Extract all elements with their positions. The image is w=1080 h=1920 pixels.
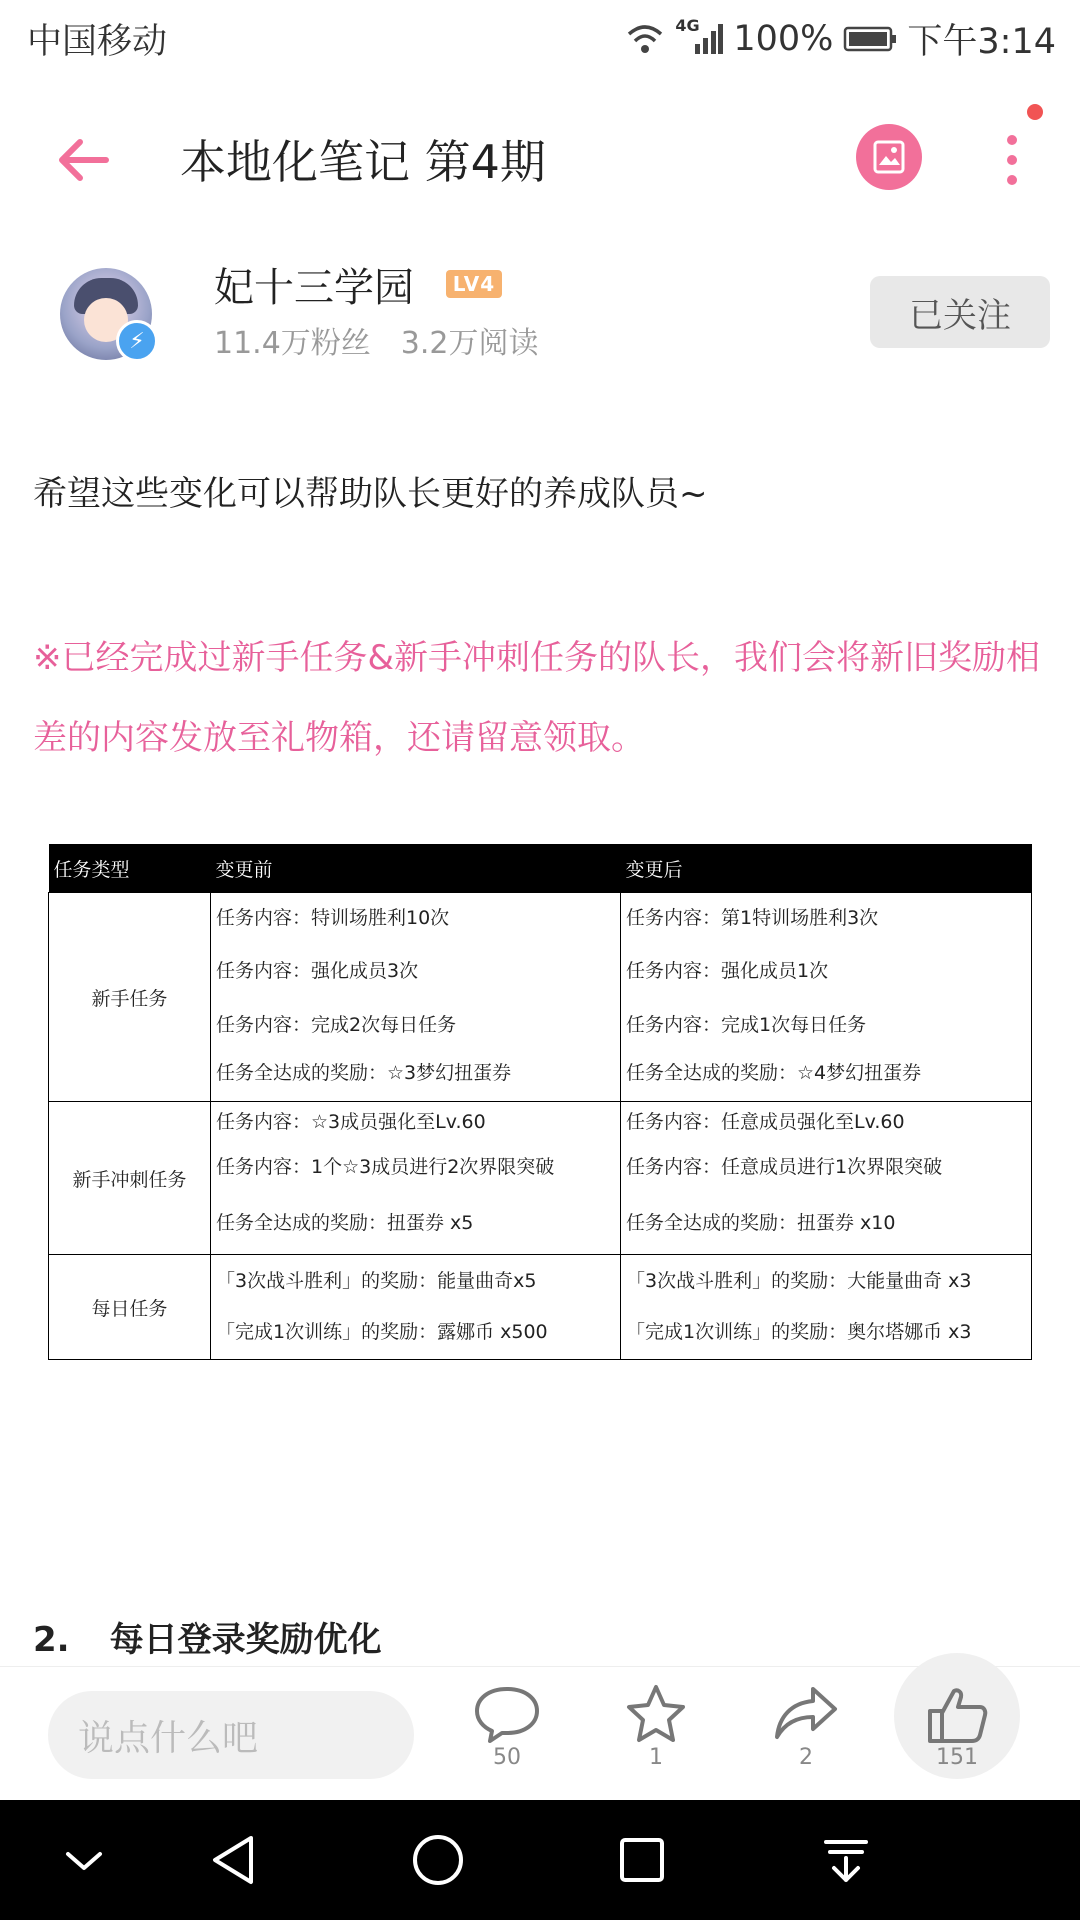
table-header: 变更后 <box>621 844 1032 893</box>
image-button[interactable] <box>856 124 922 190</box>
bottom-action-bar <box>0 1666 1080 1801</box>
system-nav-bar <box>0 1800 1080 1920</box>
author-name[interactable]: 妃十三学园 <box>214 265 414 311</box>
cell-line: 任务内容：强化成员1次 <box>626 960 829 982</box>
nav-down-icon[interactable] <box>54 1830 114 1890</box>
battery-icon <box>843 25 897 53</box>
star-icon <box>621 1683 691 1745</box>
cell-line: 任务内容：完成2次每日任务 <box>216 1014 457 1036</box>
fans-count: 11.4万粉丝 <box>214 326 371 361</box>
after-cell <box>621 893 1032 1102</box>
avatar[interactable] <box>60 268 152 360</box>
task-type-cell: 每日任务 <box>49 1255 211 1360</box>
before-cell <box>211 1255 621 1360</box>
before-cell <box>211 1102 621 1255</box>
reads-count: 3.2万阅读 <box>400 326 539 361</box>
section-title: 每日登录奖励优化 <box>109 1620 382 1660</box>
cell-line: 「3次战斗胜利」的奖励：大能量曲奇 x3 <box>626 1270 972 1292</box>
cell-line: 任务内容：任意成员强化至Lv.60 <box>626 1111 905 1133</box>
notification-dot <box>1027 104 1043 120</box>
thumbs-up-icon <box>922 1683 992 1745</box>
level-badge: LV4 <box>446 270 502 298</box>
table-header: 任务类型 <box>49 844 211 893</box>
table-row <box>49 1102 1032 1255</box>
before-cell <box>211 893 621 1102</box>
task-type-cell: 新手任务 <box>49 893 211 1102</box>
notice-paragraph: ※已经完成过新手任务&新手冲刺任务的队长，我们会将新旧奖励相差的内容发放至礼物箱，还请留意领取。 <box>33 638 1040 758</box>
favorites-count: 1 <box>649 1745 663 1770</box>
follow-button[interactable]: 已关注 <box>870 276 1050 348</box>
carrier-name: 中国移动 <box>27 22 168 62</box>
more-vertical-icon[interactable] <box>992 128 1032 192</box>
task-change-table <box>48 844 1032 1360</box>
likes-count: 151 <box>936 1745 978 1770</box>
section-heading <box>33 1612 382 1661</box>
status-bar <box>0 0 1080 76</box>
image-icon <box>871 139 907 175</box>
cell-line: 任务内容：特训场胜利10次 <box>216 907 450 929</box>
cell-line: 任务内容：1个☆3成员进行2次界限突破 <box>216 1156 555 1178</box>
title-bar <box>0 100 1080 212</box>
verified-badge-icon: ⚡ <box>116 320 158 362</box>
back-arrow-icon[interactable] <box>52 128 116 192</box>
section-number: 2. <box>33 1620 70 1660</box>
like-button[interactable] <box>907 1683 1007 1770</box>
cell-line: 任务全达成的奖励：☆4梦幻扭蛋券 <box>626 1062 922 1084</box>
favorite-button[interactable] <box>606 1683 706 1770</box>
table-row <box>49 893 1032 1102</box>
table-row <box>49 1255 1032 1360</box>
status-indicators <box>625 14 1056 64</box>
cell-line: 「完成1次训练」的奖励：奥尔塔娜币 x3 <box>626 1321 972 1343</box>
cell-line: 任务内容：第1特训场胜利3次 <box>626 907 879 929</box>
nav-recents-icon[interactable] <box>612 1830 672 1890</box>
comment-input[interactable]: 说点什么吧 <box>48 1691 414 1779</box>
network-type: 4G <box>675 16 700 35</box>
share-button[interactable] <box>756 1683 856 1770</box>
wifi-icon <box>625 22 665 56</box>
cell-line: 任务全达成的奖励：扭蛋券 x10 <box>626 1212 896 1234</box>
comments-count: 50 <box>493 1745 521 1770</box>
nav-notification-icon[interactable] <box>816 1830 876 1890</box>
comment-button[interactable] <box>457 1683 557 1770</box>
cell-line: 任务内容：强化成员3次 <box>216 960 419 982</box>
page-title: 本地化笔记 第4期 <box>180 135 546 189</box>
share-icon <box>771 1683 841 1745</box>
table-header-row <box>49 844 1032 893</box>
task-type-cell: 新手冲刺任务 <box>49 1102 211 1255</box>
after-cell <box>621 1102 1032 1255</box>
nav-home-icon[interactable] <box>408 1830 468 1890</box>
cell-line: 「3次战斗胜利」的奖励：能量曲奇x5 <box>216 1270 537 1292</box>
cell-line: 任务全达成的奖励：☆3梦幻扭蛋券 <box>216 1062 512 1084</box>
cell-line: 任务内容：完成1次每日任务 <box>626 1014 867 1036</box>
cell-line: 任务内容：☆3成员强化至Lv.60 <box>216 1111 486 1133</box>
table-header: 变更前 <box>211 844 621 893</box>
cell-line: 任务全达成的奖励：扭蛋券 x5 <box>216 1212 474 1234</box>
after-cell <box>621 1255 1032 1360</box>
intro-paragraph: 希望这些变化可以帮助队长更好的养成队员~ <box>33 474 708 514</box>
comment-icon <box>472 1683 542 1745</box>
cell-line: 「完成1次训练」的奖励：露娜币 x500 <box>216 1321 548 1343</box>
clock: 下午3:14 <box>907 22 1056 62</box>
nav-back-icon[interactable] <box>205 1830 265 1890</box>
cell-line: 任务内容：任意成员进行1次界限突破 <box>626 1156 943 1178</box>
shares-count: 2 <box>799 1745 813 1770</box>
battery-percent: 100% <box>733 19 834 59</box>
signal-icon <box>675 16 723 56</box>
author-stats <box>214 318 539 362</box>
